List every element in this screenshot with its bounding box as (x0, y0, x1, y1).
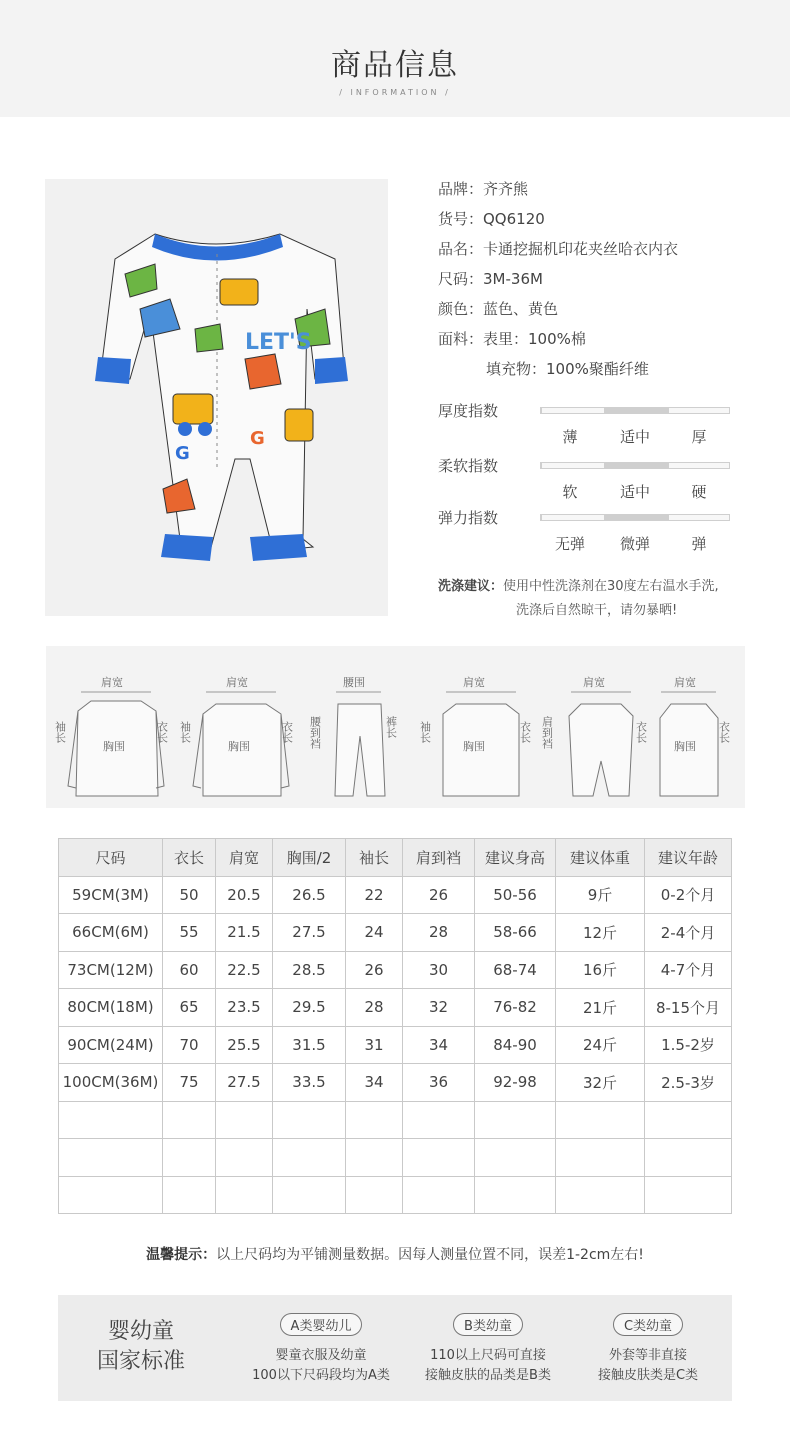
table-cell (556, 1139, 645, 1177)
table-cell (346, 1101, 403, 1139)
table-row (59, 1064, 732, 1102)
table-cell (645, 1101, 732, 1139)
label-waist: 腰围 (343, 676, 365, 689)
table-cell: 75 (163, 1064, 216, 1102)
table-cell: 27.5 (216, 1064, 273, 1102)
table-header-row (59, 839, 732, 877)
label-shoulder: 肩宽 (583, 676, 605, 689)
table-cell: 8-15个月 (645, 989, 732, 1027)
table-cell (273, 1176, 346, 1214)
table-cell: 28 (403, 914, 475, 952)
table-cell: 29.5 (273, 989, 346, 1027)
shirt-diagram (54, 675, 169, 796)
col-shoulder-crotch: 肩到裆 (403, 839, 475, 877)
table-cell (59, 1101, 163, 1139)
table-cell (645, 1139, 732, 1177)
table-cell: 70 (163, 1026, 216, 1064)
table-cell: 2-4个月 (645, 914, 732, 952)
svg-text:G: G (250, 428, 265, 449)
table-cell: 34 (346, 1064, 403, 1102)
table-cell: 27.5 (273, 914, 346, 952)
col-sleeve: 袖长 (346, 839, 403, 877)
table-cell: 59CM(3M) (59, 876, 163, 914)
table-cell: 76-82 (475, 989, 556, 1027)
label-shoulder: 肩宽 (101, 676, 123, 689)
col-chest: 胸围/2 (273, 839, 346, 877)
category-b (413, 1313, 563, 1386)
national-standard (58, 1295, 732, 1401)
table-cell: 55 (163, 914, 216, 952)
wash-line1: 使用中性洗涤剂在30度左右温水手洗, (503, 579, 719, 594)
fabric-row: 面料：表里：100%棉 (438, 330, 586, 348)
label-length: 衣长 (280, 721, 294, 743)
sku-row: 货号：QQ6120 (438, 210, 545, 228)
label-length: 衣长 (155, 721, 169, 743)
table-cell: 28 (346, 989, 403, 1027)
table-cell (403, 1101, 475, 1139)
scale-option: 适中 (619, 483, 650, 501)
filling-row: 填充物：100%聚酯纤维 (486, 360, 649, 378)
table-cell: 22 (346, 876, 403, 914)
label-sleeve: 袖长 (53, 721, 67, 743)
table-cell: 32斤 (556, 1064, 645, 1102)
label-pants-length: 裤长 (384, 716, 398, 738)
scale-selected-segment (604, 462, 668, 469)
brand-row: 品牌：齐齐熊 (438, 180, 529, 198)
table-cell (556, 1101, 645, 1139)
thickness-scale (438, 400, 738, 446)
table-cell: 26.5 (273, 876, 346, 914)
scale-option: 软 (562, 483, 578, 501)
table-cell (59, 1139, 163, 1177)
table-cell: 100CM(36M) (59, 1064, 163, 1102)
pants-diagram (309, 676, 398, 796)
page-title: 商品信息 (331, 48, 459, 83)
table-row (59, 914, 732, 952)
table-row (59, 1101, 732, 1139)
scale-selected-segment (604, 514, 668, 521)
table-cell: 4-7个月 (645, 951, 732, 989)
scale-option: 硬 (691, 483, 707, 501)
table-cell: 73CM(12M) (59, 951, 163, 989)
table-cell (403, 1139, 475, 1177)
table-row (59, 876, 732, 914)
label-chest: 胸围 (103, 740, 125, 753)
table-cell (273, 1139, 346, 1177)
tip-label: 温馨提示： (146, 1247, 217, 1263)
scale-option: 厚 (691, 428, 707, 446)
table-cell: 34 (403, 1026, 475, 1064)
svg-text:LET'S: LET'S (245, 330, 312, 355)
table-cell: 9斤 (556, 876, 645, 914)
table-cell: 1.5-2岁 (645, 1026, 732, 1064)
table-cell: 31 (346, 1026, 403, 1064)
scale-label: 厚度指数 (438, 402, 499, 420)
table-cell: 80CM(18M) (59, 989, 163, 1027)
table-cell: 21斤 (556, 989, 645, 1027)
category-desc: 接触皮肤类是C类 (597, 1368, 699, 1383)
sweater-diagram (179, 675, 294, 796)
table-cell (475, 1139, 556, 1177)
label-sleeve: 袖长 (418, 721, 432, 743)
table-cell: 92-98 (475, 1064, 556, 1102)
category-desc: 接触皮肤的品类是B类 (425, 1368, 551, 1383)
table-cell: 20.5 (216, 876, 273, 914)
label-length: 衣长 (717, 721, 731, 743)
name-row: 品名：卡通挖掘机印花夹丝哈衣内衣 (438, 240, 679, 258)
table-cell (273, 1101, 346, 1139)
scale-option: 无弹 (554, 535, 585, 553)
page-header (0, 0, 790, 117)
tip-text: 以上尺码均为平铺测量数据。因每人测量位置不同，误差1-2cm左右! (216, 1247, 644, 1263)
table-row (59, 1026, 732, 1064)
table-cell: 84-90 (475, 1026, 556, 1064)
category-c (573, 1313, 723, 1386)
wash-instructions (438, 575, 778, 623)
product-image (45, 179, 388, 616)
table-cell: 50-56 (475, 876, 556, 914)
table-cell: 30 (403, 951, 475, 989)
table-row (59, 989, 732, 1027)
table-cell: 32 (403, 989, 475, 1027)
table-cell: 50 (163, 876, 216, 914)
label-sleeve: 袖长 (178, 721, 192, 743)
table-cell: 2.5-3岁 (645, 1064, 732, 1102)
scale-option: 适中 (619, 428, 650, 446)
table-cell: 66CM(6M) (59, 914, 163, 952)
table-cell: 22.5 (216, 951, 273, 989)
romper-diagram (541, 675, 648, 796)
standard-title-line1: 婴幼童 (107, 1319, 174, 1344)
size-row: 尺码：3M-36M (438, 270, 543, 288)
category-pill: C类幼童 (613, 1313, 683, 1336)
scale-option: 微弹 (619, 535, 650, 553)
category-desc: 100以下尺码段均为A类 (252, 1368, 390, 1383)
label-chest: 胸围 (463, 740, 485, 753)
col-height: 建议身高 (475, 839, 556, 877)
col-age: 建议年龄 (645, 839, 732, 877)
scale-label: 柔软指数 (438, 457, 499, 475)
table-cell (346, 1176, 403, 1214)
measurement-guide (46, 646, 745, 808)
softness-scale (438, 455, 738, 501)
table-cell (403, 1176, 475, 1214)
table-cell: 26 (346, 951, 403, 989)
table-cell: 24斤 (556, 1026, 645, 1064)
category-pill: A类婴幼儿 (280, 1313, 363, 1336)
table-cell: 28.5 (273, 951, 346, 989)
table-cell: 90CM(24M) (59, 1026, 163, 1064)
table-cell: 21.5 (216, 914, 273, 952)
scale-bar (540, 407, 730, 414)
label-shoulder: 肩宽 (463, 676, 485, 689)
table-cell (475, 1176, 556, 1214)
table-cell: 36 (403, 1064, 475, 1102)
scale-bar (540, 514, 730, 521)
category-desc: 110以上尺码可直接 (430, 1348, 546, 1363)
label-chest: 胸围 (674, 740, 696, 753)
table-cell: 26 (403, 876, 475, 914)
table-cell: 33.5 (273, 1064, 346, 1102)
col-shoulder: 肩宽 (216, 839, 273, 877)
label-chest: 胸围 (228, 740, 250, 753)
col-length: 衣长 (163, 839, 216, 877)
elasticity-scale (438, 507, 738, 553)
table-cell (216, 1139, 273, 1177)
wash-line2: 洗涤后自然晾干，请勿暴晒! (516, 603, 678, 618)
scale-option: 薄 (562, 428, 578, 446)
table-cell (163, 1101, 216, 1139)
standard-title (86, 1317, 196, 1377)
table-cell (163, 1139, 216, 1177)
wash-label: 洗涤建议： (438, 579, 504, 594)
table-cell: 31.5 (273, 1026, 346, 1064)
table-cell (59, 1176, 163, 1214)
label-shoulder: 肩宽 (226, 676, 248, 689)
table-cell: 23.5 (216, 989, 273, 1027)
table-row (59, 1139, 732, 1177)
col-weight: 建议体重 (556, 839, 645, 877)
label-waist-crotch: 腰到裆 (308, 716, 322, 749)
table-cell: 58-66 (475, 914, 556, 952)
scale-bar (540, 462, 730, 469)
table-cell: 0-2个月 (645, 876, 732, 914)
table-cell: 65 (163, 989, 216, 1027)
size-table (58, 838, 732, 1214)
color-row: 颜色：蓝色、黄色 (438, 300, 559, 318)
label-shoulder: 肩宽 (674, 676, 696, 689)
vest-diagram (660, 675, 731, 796)
table-cell: 25.5 (216, 1026, 273, 1064)
table-cell (645, 1176, 732, 1214)
table-cell: 24 (346, 914, 403, 952)
standard-title-line2: 国家标准 (96, 1349, 185, 1374)
col-size: 尺码 (59, 839, 163, 877)
table-cell: 12斤 (556, 914, 645, 952)
product-info (438, 174, 768, 384)
category-a (246, 1313, 396, 1386)
table-row (59, 1176, 732, 1214)
table-cell (475, 1101, 556, 1139)
table-cell (346, 1139, 403, 1177)
scale-label: 弹力指数 (438, 509, 499, 527)
tip (0, 1244, 790, 1264)
label-shoulder-crotch: 肩到裆 (540, 716, 554, 749)
table-cell (216, 1176, 273, 1214)
category-pill: B类幼童 (453, 1313, 523, 1336)
table-cell: 16斤 (556, 951, 645, 989)
table-row (59, 951, 732, 989)
table-cell (163, 1176, 216, 1214)
label-length: 衣长 (518, 721, 532, 743)
table-cell (216, 1101, 273, 1139)
scale-option: 弹 (691, 535, 707, 553)
category-desc: 外套等非直接 (608, 1348, 687, 1363)
table-cell: 68-74 (475, 951, 556, 989)
table-cell (556, 1176, 645, 1214)
jacket-diagram (419, 675, 532, 796)
table-cell: 60 (163, 951, 216, 989)
page-subtitle: / INFORMATION / (339, 88, 451, 97)
svg-text:G: G (175, 443, 190, 464)
label-length: 衣长 (634, 721, 648, 743)
scale-selected-segment (604, 407, 668, 414)
category-desc: 婴童衣服及幼童 (275, 1348, 367, 1363)
